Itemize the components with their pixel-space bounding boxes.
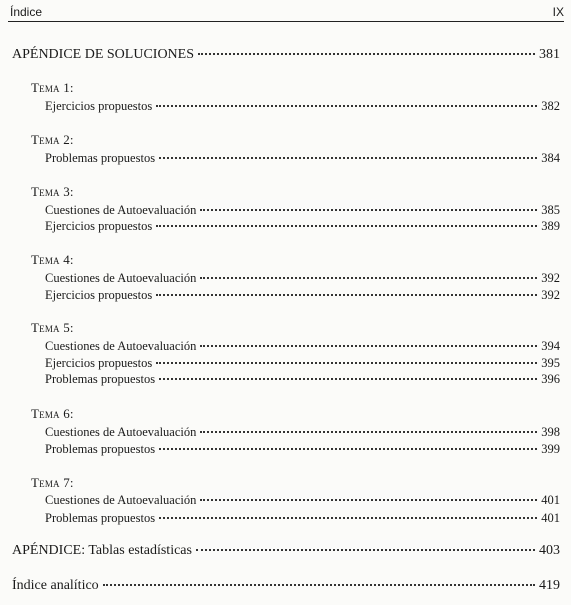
toc-entry-page: 394 [541, 339, 560, 353]
tema-heading-1: Tema 1: [31, 80, 74, 95]
toc-entry-label: Cuestiones de Autoevaluación [45, 271, 197, 285]
toc-entry[interactable] [45, 151, 560, 168]
dot-leader [156, 294, 537, 296]
header-title: Índice [10, 5, 43, 19]
toc-entry-label: Cuestiones de Autoevaluación [45, 493, 197, 507]
tema-heading-7: Tema 7: [31, 475, 74, 490]
toc-entry-page: 392 [541, 288, 560, 302]
toc-entry-label: Ejercicios propuestos [45, 288, 153, 302]
toc-entry-label: Ejercicios propuestos [45, 219, 153, 233]
toc-entry-page: 419 [539, 578, 560, 593]
toc-entry-page: 389 [541, 219, 560, 233]
toc-entry-label: Cuestiones de Autoevaluación [45, 339, 197, 353]
tema-heading-3: Tema 3: [31, 184, 74, 199]
page-header [10, 5, 564, 21]
toc-entry-label: Problemas propuestos [45, 511, 156, 525]
toc-entry[interactable] [45, 442, 560, 459]
header-rule [8, 21, 564, 22]
dot-leader [200, 345, 537, 347]
dot-leader [159, 157, 537, 159]
toc-entry-label: APÉNDICE: Tablas estadísticas [12, 543, 192, 558]
toc-entry-page: 396 [541, 372, 560, 386]
toc-entry-page: 385 [541, 203, 560, 217]
dot-leader [200, 277, 537, 279]
header-page-number: IX [552, 5, 564, 19]
toc-entry-page: 398 [541, 425, 560, 439]
toc-entry-page: 401 [541, 493, 560, 507]
toc-entry[interactable] [45, 288, 560, 305]
toc-entry[interactable] [45, 339, 560, 356]
dot-leader [198, 53, 535, 55]
tema-heading-6: Tema 6: [31, 406, 74, 421]
toc-entry[interactable] [45, 511, 560, 528]
dot-leader [156, 105, 537, 107]
dot-leader [200, 209, 537, 211]
tema-heading-2: Tema 2: [31, 132, 74, 147]
tema-heading-5: Tema 5: [31, 320, 74, 335]
toc-entry[interactable] [45, 99, 560, 116]
toc-entry[interactable] [45, 425, 560, 442]
toc-entry-page: 399 [541, 442, 560, 456]
dot-leader [200, 499, 537, 501]
toc-entry-indice-analitico[interactable] [12, 578, 560, 595]
dot-leader [103, 584, 535, 586]
toc-entry-label: Cuestiones de Autoevaluación [45, 425, 197, 439]
toc-entry-page: 382 [541, 99, 560, 113]
dot-leader [196, 549, 535, 551]
toc-entry-label: Problemas propuestos [45, 372, 156, 386]
dot-leader [200, 431, 537, 433]
toc-entry-label: Ejercicios propuestos [45, 99, 153, 113]
toc-entry-label: Problemas propuestos [45, 442, 156, 456]
toc-entry-apendice-soluciones[interactable] [12, 47, 560, 64]
toc-entry[interactable] [45, 219, 560, 236]
toc-entry[interactable] [45, 372, 560, 389]
dot-leader [156, 362, 537, 364]
toc-entry[interactable] [45, 493, 560, 510]
toc-entry-page: 395 [541, 356, 560, 370]
tema-heading-4: Tema 4: [31, 252, 74, 267]
toc-entry-page: 384 [541, 151, 560, 165]
toc-entry[interactable] [45, 203, 560, 220]
toc-entry-label: Cuestiones de Autoevaluación [45, 203, 197, 217]
dot-leader [159, 378, 537, 380]
toc-entry[interactable] [45, 271, 560, 288]
toc-entry-page: 403 [539, 543, 560, 558]
toc-entry[interactable] [45, 356, 560, 373]
toc-entry-label: Ejercicios propuestos [45, 356, 153, 370]
toc-entry-label: APÉNDICE DE SOLUCIONES [12, 47, 194, 62]
toc-entry-label: Problemas propuestos [45, 151, 156, 165]
toc-entry-apendice-tablas[interactable] [12, 543, 560, 560]
toc-entry-label: Índice analítico [12, 578, 99, 593]
dot-leader [159, 448, 537, 450]
dot-leader [156, 225, 537, 227]
dot-leader [159, 517, 537, 519]
toc-entry-page: 381 [539, 47, 560, 62]
toc-entry-page: 392 [541, 271, 560, 285]
toc-entry-page: 401 [541, 511, 560, 525]
